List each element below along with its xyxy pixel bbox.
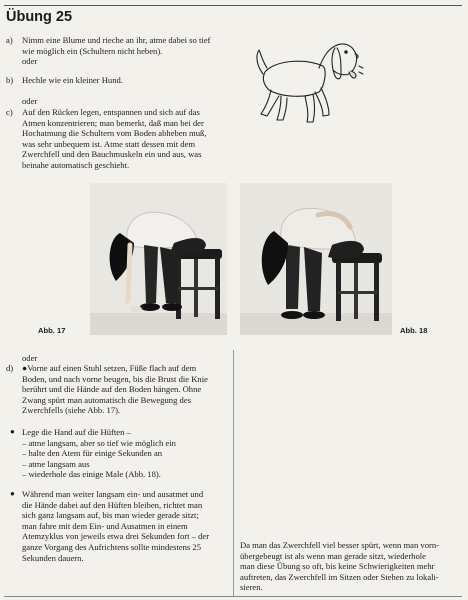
right-note-line: auftreten, das Zwerchfell im Sitzen oder Stehen zu lokali- xyxy=(240,571,439,582)
item-b-text: Hechle wie ein kleiner Hund. xyxy=(22,75,123,85)
bullet-3-line: ganze Vorgang des Aufrichtens sollte mindestens 25 xyxy=(22,541,202,552)
bullet-3-text xyxy=(22,489,227,563)
item-a-line: Nimm eine Blume und rieche an ihr, atme dabei so tief xyxy=(22,35,211,45)
caption-fig-18: Abb. 18 xyxy=(400,326,428,335)
bullet-3-line: Während man weiter langsam ein- und ausatmet und xyxy=(22,489,204,499)
bullet-2-line: Lege die Hand auf die Hüften – xyxy=(22,427,131,437)
right-note-line: man diese Übung so oft, bis keine Schwierigkeiten mehr xyxy=(240,561,435,572)
bullet-2-line: – atme langsam, aber so tief wie möglich ein xyxy=(22,437,176,448)
item-a-line: wie möglich ein (Schultern nicht heben). xyxy=(22,45,163,56)
item-c-line: beinahe automatisch geschieht. xyxy=(22,159,130,170)
item-d-label: d) xyxy=(6,363,14,373)
item-b-or: oder xyxy=(22,96,38,106)
item-a-label: a) xyxy=(6,35,13,45)
bullet-3-line: die Hände dabei auf den Hüften bleiben, richtet man xyxy=(22,499,203,510)
item-b-label: b) xyxy=(6,75,14,85)
item-a-or: oder xyxy=(22,56,38,67)
item-c-line: Hochatmung die Schultern vom Boden abheben muß, xyxy=(22,128,207,139)
top-rule xyxy=(4,5,462,6)
bottom-rule xyxy=(4,596,462,597)
item-d-line: Boden, und nach vorne beugen, bis die Brust die Knie xyxy=(22,373,208,384)
item-d-line: ●Vorne auf einen Stuhl setzen, Füße flach auf dem xyxy=(22,363,197,373)
bullet-2-line: – atme langsam aus xyxy=(22,458,90,469)
item-d-line: berührt und die Hände auf den Boden hängen. Ohne xyxy=(22,384,202,395)
item-a-text xyxy=(22,35,242,67)
bullet-2-line: – wiederhole das einige Male (Abb. 18). xyxy=(22,469,161,480)
item-c-label: c) xyxy=(6,107,13,117)
column-divider xyxy=(233,350,234,596)
bullet-3-line: Sekunden dauern. xyxy=(22,552,84,563)
bullet-2-dot: ● xyxy=(10,427,15,436)
item-c-text xyxy=(22,107,244,171)
bullet-2-line: – halte den Atem für einige Sekunden an xyxy=(22,448,163,459)
item-d-line: Zwerchfells (siehe Abb. 17). xyxy=(22,405,121,416)
exercise-title: Übung 25 xyxy=(6,9,73,25)
bullet-3-dot: ● xyxy=(10,489,15,498)
photo-fig-18 xyxy=(240,183,392,335)
dog-illustration xyxy=(245,30,365,130)
item-d-line: Zwang spürt man automatisch die Bewegung des xyxy=(22,394,191,405)
caption-fig-17: Abb. 17 xyxy=(38,326,66,335)
item-d-or: oder xyxy=(22,353,38,363)
bullet-3-line: Atemzyklus von jeweils etwa drei Sekunden fort – der xyxy=(22,531,210,542)
right-note-line: sieren. xyxy=(240,582,263,593)
item-c-line: Zwerchfell und den Bauchmuskeln ein und aus, was xyxy=(22,149,202,160)
bullet-3-line: sich ganz langsam auf, bis man wieder gerade sitzt; xyxy=(22,510,199,521)
right-note-line: übergebeugt ist als wenn man gerade sitzt, wiederhole xyxy=(240,550,426,561)
bullet-2-text xyxy=(22,427,230,480)
item-d-text xyxy=(22,363,227,416)
photo-fig-17 xyxy=(90,183,227,335)
right-note xyxy=(240,540,462,593)
bullet-3-line: man fahre mit dem Ein- und Ausatmen in einem xyxy=(22,520,188,531)
item-c-line: Atmen konzentrieren; man bemerkt, daß man bei der xyxy=(22,117,204,128)
right-note-line: Da man das Zwerchfell viel besser spürt, wenn man vorn- xyxy=(240,540,440,550)
item-c-line: was sehr unbequem ist. Atme statt dessen mit dem xyxy=(22,138,196,149)
item-c-line: Auf den Rücken legen, entspannen und sich auf das xyxy=(22,107,200,117)
